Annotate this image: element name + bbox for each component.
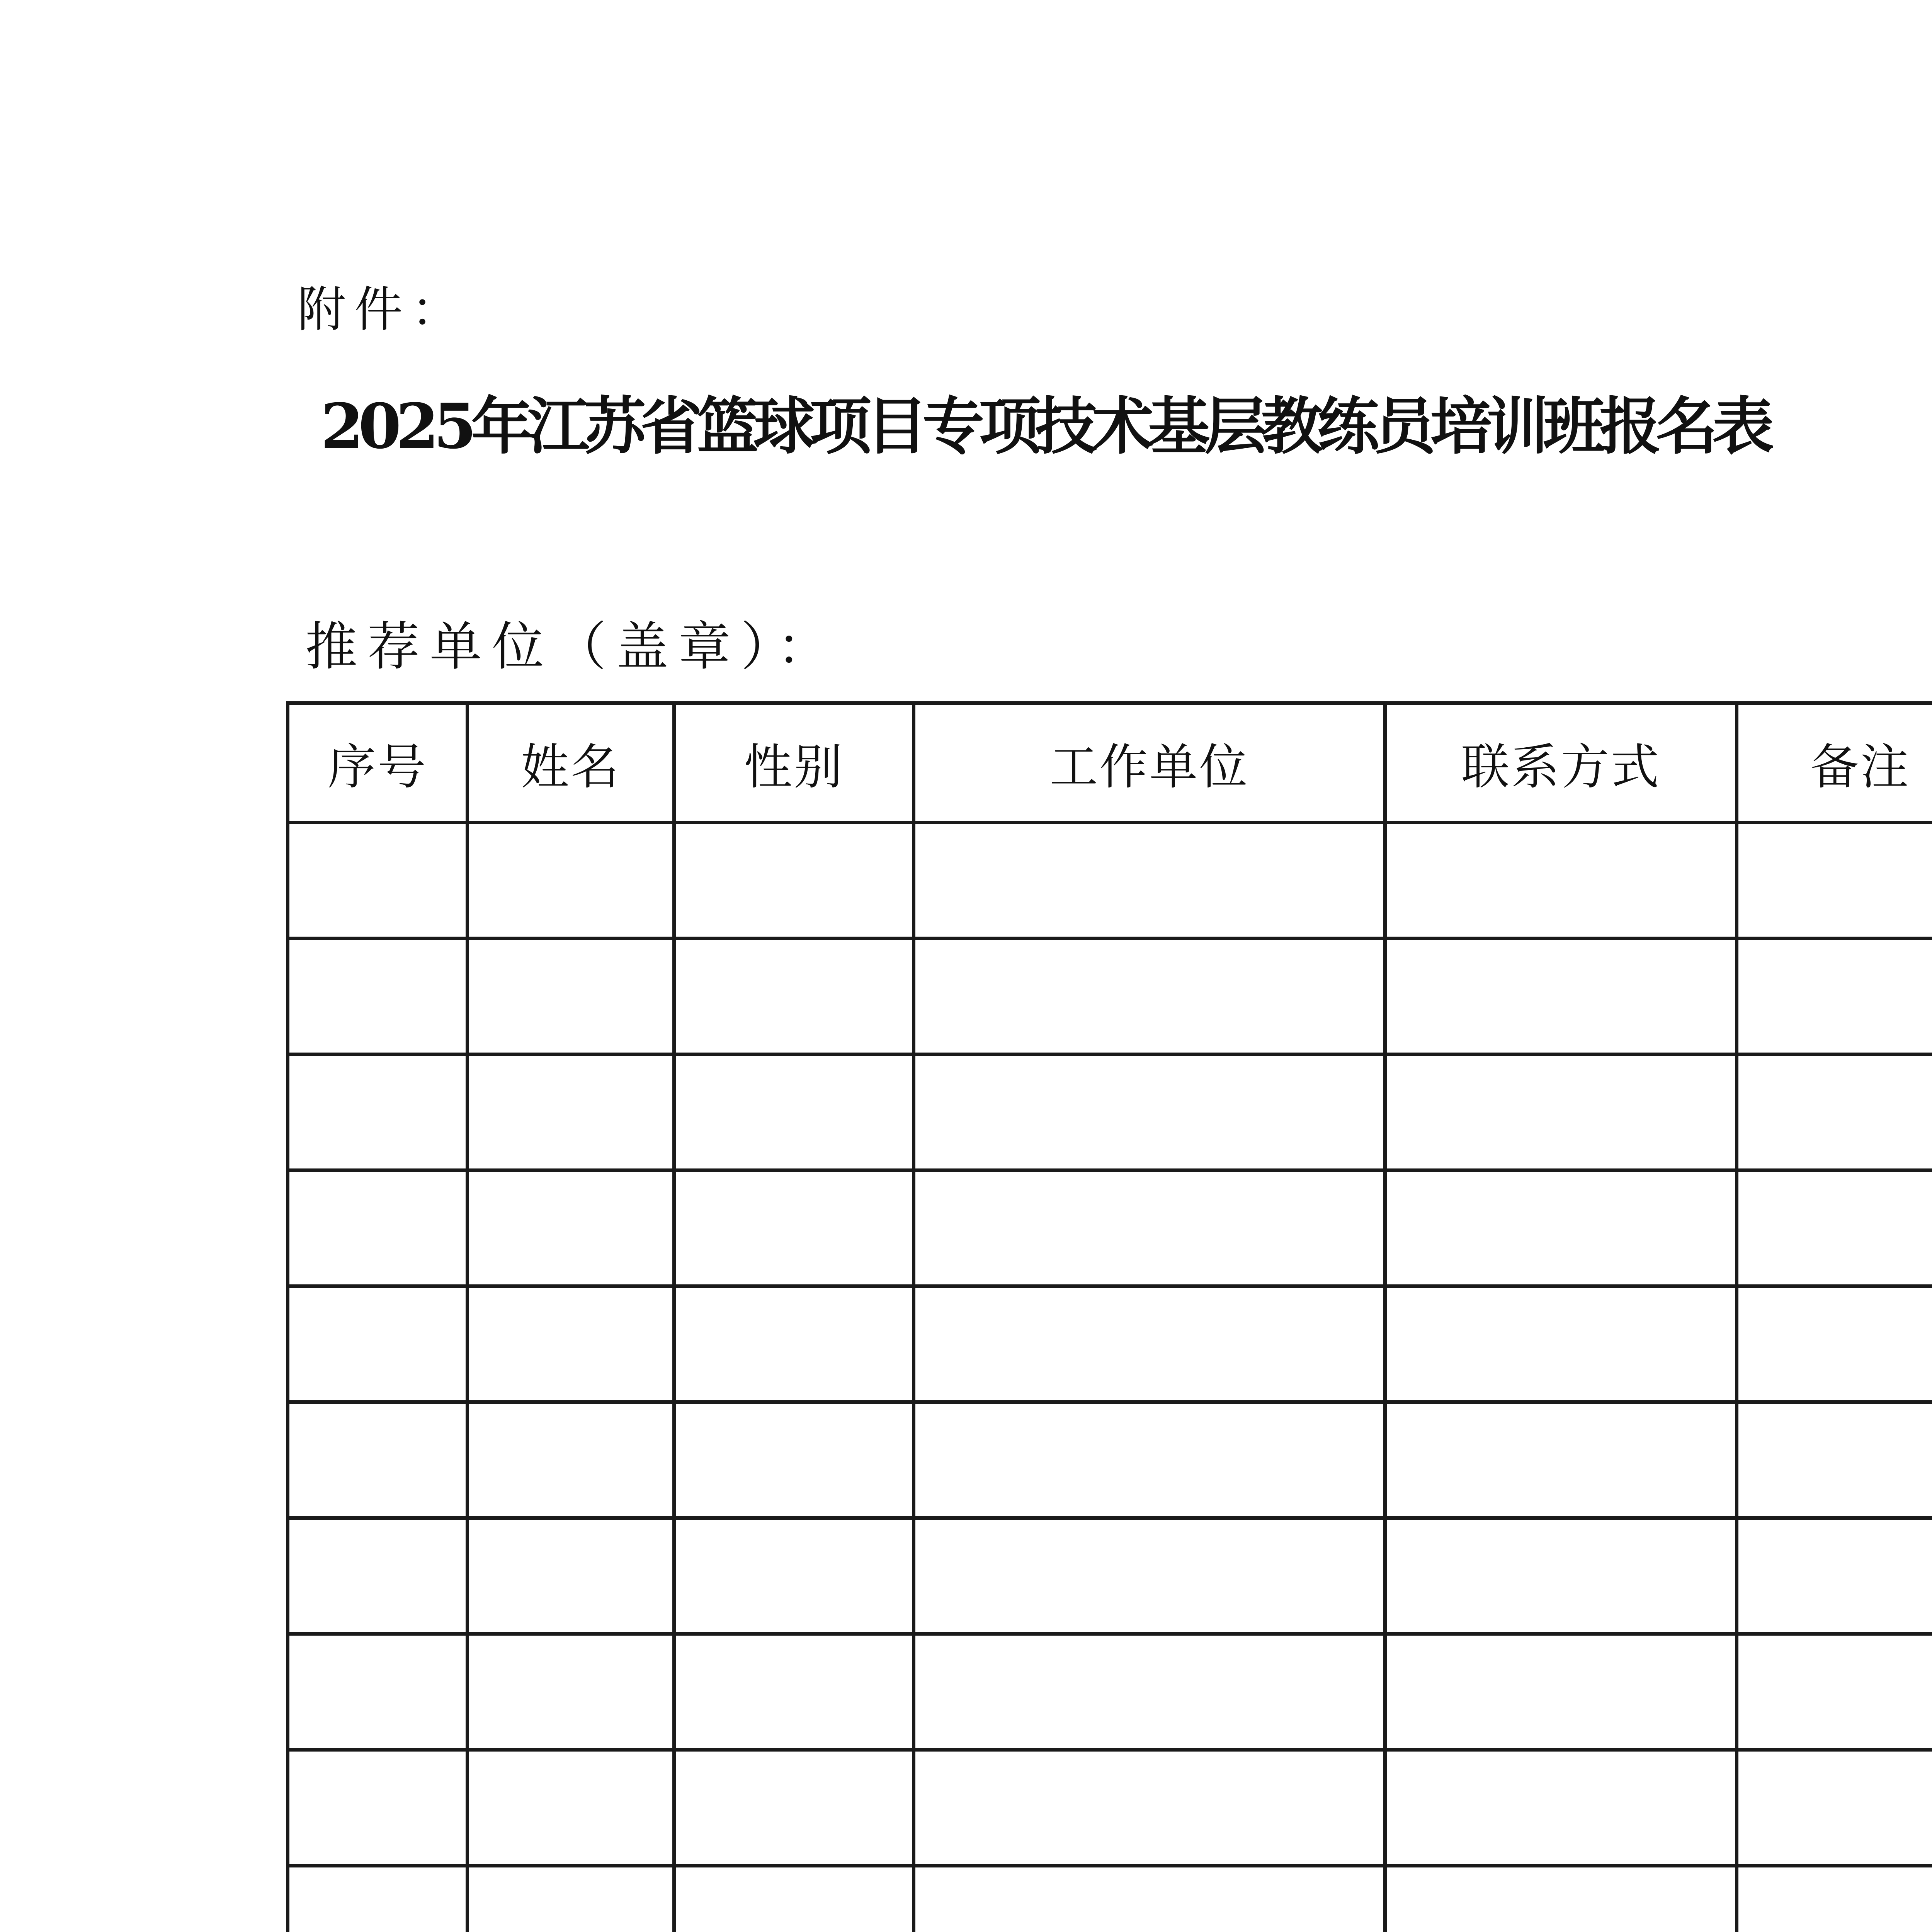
table-cell <box>674 1750 914 1866</box>
header-gender: 性别 <box>674 703 914 823</box>
table-cell <box>288 1866 468 1932</box>
table-cell <box>468 1750 674 1866</box>
table-cell <box>914 1402 1385 1518</box>
table-cell <box>1385 939 1737 1054</box>
table-cell <box>914 1634 1385 1750</box>
table-cell <box>674 1866 914 1932</box>
table-cell <box>1385 823 1737 939</box>
table-row <box>288 1750 1932 1866</box>
table-cell <box>1737 823 1932 939</box>
header-contact-method: 联系方式 <box>1385 703 1737 823</box>
table-row <box>288 1866 1932 1932</box>
table-header-row <box>288 703 1932 823</box>
table-cell <box>1737 1866 1932 1932</box>
table-cell <box>468 1170 674 1286</box>
table-row <box>288 1634 1932 1750</box>
table-cell <box>288 1402 468 1518</box>
header-serial-number: 序号 <box>288 703 468 823</box>
table-cell <box>288 1286 468 1402</box>
table-row <box>288 939 1932 1054</box>
header-name: 姓名 <box>468 703 674 823</box>
table-cell <box>674 823 914 939</box>
table-cell <box>1385 1866 1737 1932</box>
table-cell <box>468 1866 674 1932</box>
table-row <box>288 823 1932 939</box>
attachment-label: 附件： <box>298 282 468 338</box>
table-body <box>288 823 1932 1932</box>
table-cell <box>674 1402 914 1518</box>
table-cell <box>1737 1518 1932 1634</box>
table-row <box>288 1170 1932 1286</box>
table-cell <box>674 1286 914 1402</box>
table-cell <box>288 1750 468 1866</box>
table-cell <box>1737 1286 1932 1402</box>
table-cell <box>914 1750 1385 1866</box>
table-cell <box>1385 1054 1737 1170</box>
table-cell <box>914 1170 1385 1286</box>
table-cell <box>1737 1634 1932 1750</box>
table-cell <box>674 939 914 1054</box>
table-cell <box>288 823 468 939</box>
table-cell <box>288 1170 468 1286</box>
table-cell <box>914 1054 1385 1170</box>
table-cell <box>674 1634 914 1750</box>
table-cell <box>468 1054 674 1170</box>
table-cell <box>1385 1750 1737 1866</box>
table-cell <box>674 1054 914 1170</box>
table-cell <box>1385 1402 1737 1518</box>
table-cell <box>674 1170 914 1286</box>
table-cell <box>1385 1518 1737 1634</box>
table-cell <box>288 939 468 1054</box>
table-cell <box>288 1518 468 1634</box>
table-cell <box>1385 1170 1737 1286</box>
table-cell <box>1737 1750 1932 1866</box>
table-cell <box>914 939 1385 1054</box>
table-cell <box>674 1518 914 1634</box>
table-cell <box>1385 1286 1737 1402</box>
table-cell <box>468 823 674 939</box>
table-cell <box>1737 1402 1932 1518</box>
table-cell <box>1737 939 1932 1054</box>
header-work-unit: 工作单位 <box>914 703 1385 823</box>
table-cell <box>914 1866 1385 1932</box>
table-row <box>288 1286 1932 1402</box>
table-row <box>288 1402 1932 1518</box>
registration-table <box>286 701 1932 1932</box>
header-remarks: 备注 <box>1737 703 1932 823</box>
table-cell <box>468 1634 674 1750</box>
table-cell <box>468 939 674 1054</box>
table-cell <box>914 1518 1385 1634</box>
table-cell <box>468 1402 674 1518</box>
table-cell <box>914 823 1385 939</box>
table-row <box>288 1054 1932 1170</box>
table-row <box>288 1518 1932 1634</box>
table-cell <box>468 1286 674 1402</box>
recommending-unit-label: 推荐单位（盖章）： <box>305 616 839 677</box>
table-cell <box>288 1634 468 1750</box>
table-cell <box>1385 1634 1737 1750</box>
table-cell <box>1737 1054 1932 1170</box>
table-cell <box>288 1054 468 1170</box>
table-cell <box>468 1518 674 1634</box>
table-cell <box>1737 1170 1932 1286</box>
document-title: 2025年江苏省篮球项目专项技术基层教练员培训班报名表 <box>321 390 1769 463</box>
table-cell <box>914 1286 1385 1402</box>
